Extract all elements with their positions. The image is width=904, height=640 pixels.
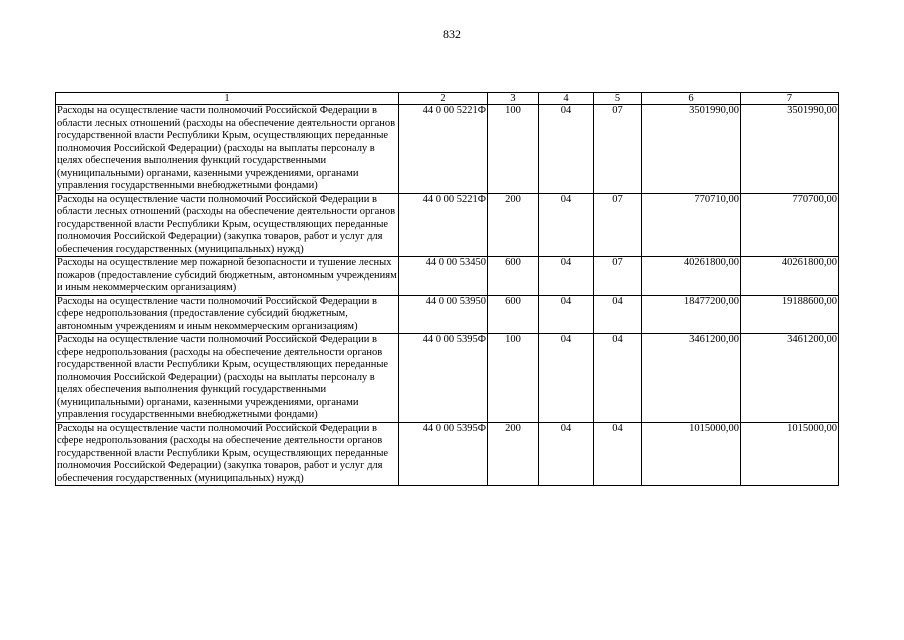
row-amount-col6: 40261800,00 bbox=[642, 257, 741, 296]
header-col-3: 3 bbox=[488, 93, 539, 105]
row-target-code: 44 0 00 5395Ф bbox=[399, 422, 488, 486]
row-amount-col6: 770710,00 bbox=[642, 193, 741, 257]
row-description: Расходы на осуществление мер пожарной безопасности и тушение лесных пожаров (предоставление субсидий бюджетным, автономным учреждениям и иным некоммерческим организациям) bbox=[57, 257, 397, 293]
row-amount-col7: 40261800,00 bbox=[741, 257, 839, 296]
row-expense-type: 600 bbox=[488, 257, 539, 296]
row-section: 04 bbox=[539, 105, 594, 194]
row-target-code: 44 0 00 5221Ф bbox=[399, 105, 488, 194]
row-subsection: 07 bbox=[594, 257, 642, 296]
table-row bbox=[56, 422, 839, 486]
row-amount-col7: 3461200,00 bbox=[741, 334, 839, 423]
row-expense-type: 200 bbox=[488, 422, 539, 486]
header-col-5: 5 bbox=[594, 93, 642, 105]
budget-table bbox=[55, 92, 839, 486]
row-amount-col6: 1015000,00 bbox=[642, 422, 741, 486]
header-col-1: 1 bbox=[56, 93, 399, 105]
row-description: Расходы на осуществление части полномочий Российской Федерации в области лесных отношений (расходы на обеспечение деятельности органов государственной власти Республики Крым, осуществляющих переданные полномочия Российской Федерации) (закупка товаров, работ и услуг для обеспечения государственных (муниципальных) нужд) bbox=[56, 193, 399, 257]
row-target-code: 44 0 00 53450 bbox=[399, 257, 488, 296]
row-section: 04 bbox=[539, 422, 594, 486]
row-amount-col7: 770700,00 bbox=[741, 193, 839, 257]
row-amount-col7: 19188600,00 bbox=[741, 295, 839, 334]
row-amount-col7: 1015000,00 bbox=[741, 422, 839, 486]
table-row bbox=[56, 105, 839, 194]
row-expense-type: 200 bbox=[488, 193, 539, 257]
row-amount-col6: 3461200,00 bbox=[642, 334, 741, 423]
header-col-4: 4 bbox=[539, 93, 594, 105]
table-row bbox=[56, 257, 839, 296]
table-row bbox=[56, 295, 839, 334]
row-subsection: 04 bbox=[594, 334, 642, 423]
row-subsection: 04 bbox=[594, 295, 642, 334]
row-description: Расходы на осуществление части полномочий Российской Федерации в сфере недропользования (расходы на обеспечение деятельности органов государственной власти Республики Крым, осуществляющих переданные полномочия Российской Федерации) (закупка товаров, работ и услуг для обеспечения государственных (муниципальных) нужд) bbox=[56, 422, 399, 486]
header-col-2: 2 bbox=[399, 93, 488, 105]
row-expense-type: 100 bbox=[488, 105, 539, 194]
row-expense-type: 100 bbox=[488, 334, 539, 423]
row-amount-col6: 18477200,00 bbox=[642, 295, 741, 334]
table-row bbox=[56, 334, 839, 423]
row-target-code: 44 0 00 5395Ф bbox=[399, 334, 488, 423]
table-row bbox=[56, 193, 839, 257]
row-description: Расходы на осуществление части полномочий Российской Федерации в области лесных отношений (расходы на обеспечение деятельности органов государственной власти Республики Крым, осуществляющих переданные полномочия Российской Федерации) (расходы на выплаты персоналу в целях обеспечения выполнения функций государственными (муниципальными) органами, казенными учреждениями, органами управления государственными внебюджетными фондами) bbox=[56, 105, 399, 194]
row-subsection: 07 bbox=[594, 105, 642, 194]
row-target-code: 44 0 00 5221Ф bbox=[399, 193, 488, 257]
row-description: Расходы на осуществление части полномочий Российской Федерации в сфере недропользования (предоставление субсидий бюджетным, автономным учреждениям и иным некоммерческим организациям) bbox=[56, 295, 399, 334]
row-subsection: 07 bbox=[594, 193, 642, 257]
row-subsection: 04 bbox=[594, 422, 642, 486]
row-section: 04 bbox=[539, 257, 594, 296]
row-amount-col7: 3501990,00 bbox=[741, 105, 839, 194]
row-expense-type: 600 bbox=[488, 295, 539, 334]
header-col-7: 7 bbox=[741, 93, 839, 105]
row-section: 04 bbox=[539, 334, 594, 423]
row-section: 04 bbox=[539, 295, 594, 334]
header-col-6: 6 bbox=[642, 93, 741, 105]
row-section: 04 bbox=[539, 193, 594, 257]
row-target-code: 44 0 00 53950 bbox=[399, 295, 488, 334]
page-number: 832 bbox=[443, 27, 461, 41]
row-amount-col6: 3501990,00 bbox=[642, 105, 741, 194]
header-row bbox=[56, 93, 839, 105]
row-description: Расходы на осуществление части полномочий Российской Федерации в сфере недропользования (расходы на обеспечение деятельности органов государственной власти Республики Крым, осуществляющих переданные полномочия Российской Федерации) (расходы на выплаты персоналу в целях обеспечения выполнения функций государственными (муниципальными) органами, казенными учреждениями, органами управления государственными внебюджетными фондами) bbox=[56, 334, 399, 423]
